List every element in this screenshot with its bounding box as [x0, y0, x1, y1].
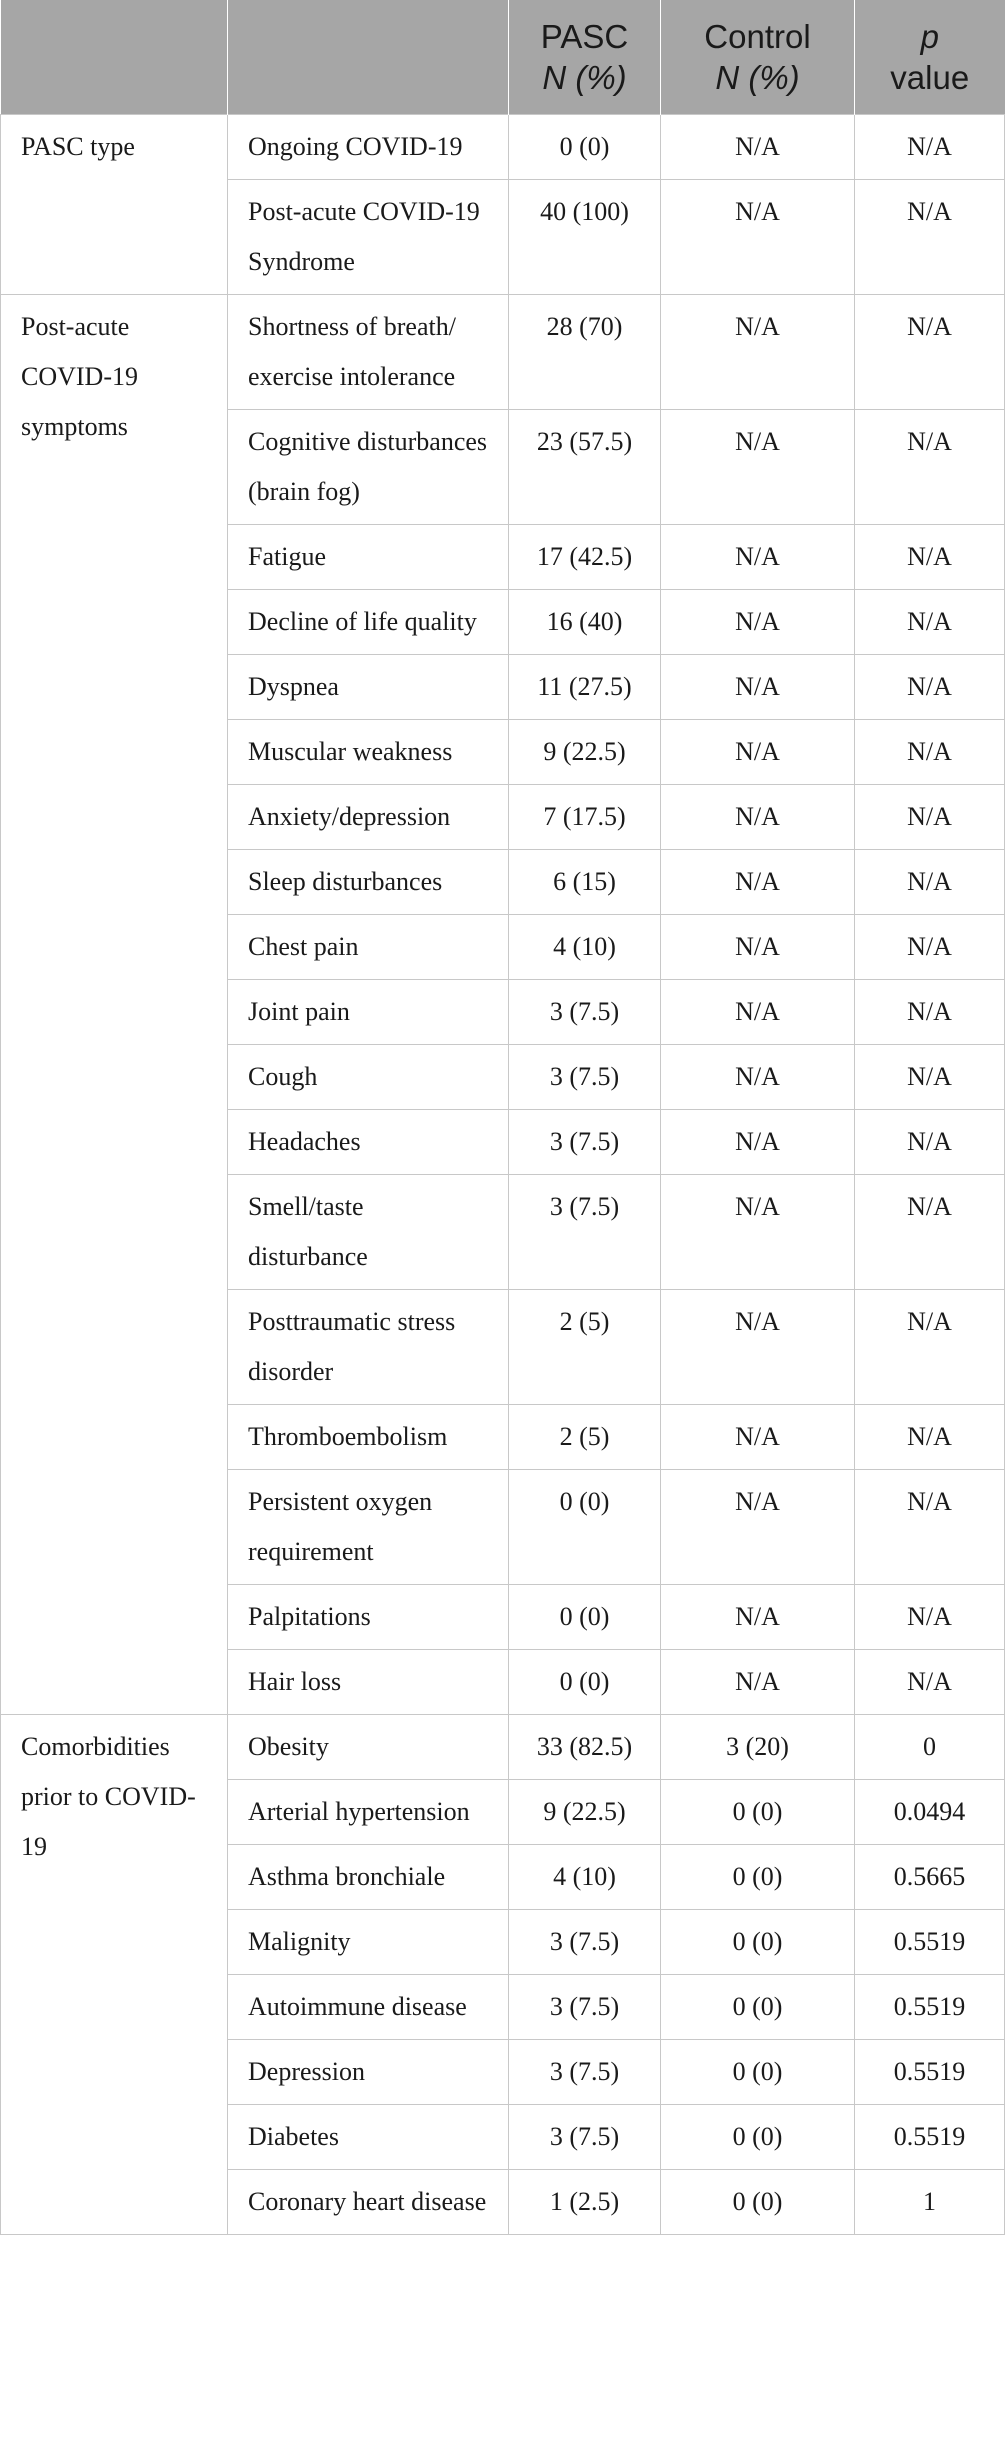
p-value-cell: 0.5519	[855, 2104, 1005, 2169]
category-cell: PASC type	[1, 114, 228, 294]
control-value-cell: N/A	[661, 1289, 855, 1404]
control-value-cell: 0 (0)	[661, 1844, 855, 1909]
control-value-cell: N/A	[661, 409, 855, 524]
header-p-value	[855, 0, 1005, 114]
header-p-sub: value	[890, 58, 970, 96]
item-cell: Asthma bronchiale	[228, 1844, 509, 1909]
p-value-cell: 0	[855, 1714, 1005, 1779]
item-cell: Smell/taste disturbance	[228, 1174, 509, 1289]
p-value-cell: N/A	[855, 849, 1005, 914]
control-value-cell: N/A	[661, 719, 855, 784]
item-cell: Muscular weakness	[228, 719, 509, 784]
p-value-cell: N/A	[855, 524, 1005, 589]
pasc-value-cell: 17 (42.5)	[509, 524, 661, 589]
table-header	[1, 0, 1005, 114]
p-value-cell: N/A	[855, 1469, 1005, 1584]
control-value-cell: N/A	[661, 914, 855, 979]
item-cell: Dyspnea	[228, 654, 509, 719]
pasc-value-cell: 0 (0)	[509, 1649, 661, 1714]
control-value-cell: 0 (0)	[661, 1909, 855, 1974]
p-value-cell: N/A	[855, 719, 1005, 784]
p-value-cell: N/A	[855, 1584, 1005, 1649]
control-value-cell: N/A	[661, 1044, 855, 1109]
control-value-cell: N/A	[661, 1469, 855, 1584]
header-p-label: p	[920, 17, 939, 55]
control-value-cell: N/A	[661, 1649, 855, 1714]
item-cell: Cognitive disturbances (brain fog)	[228, 409, 509, 524]
pasc-value-cell: 2 (5)	[509, 1289, 661, 1404]
p-value-cell: 0.5519	[855, 1909, 1005, 1974]
item-cell: Sleep disturbances	[228, 849, 509, 914]
p-value-cell: N/A	[855, 1404, 1005, 1469]
control-value-cell: N/A	[661, 1109, 855, 1174]
item-cell: Shortness of breath/ exercise intolerance	[228, 294, 509, 409]
control-value-cell: 0 (0)	[661, 2104, 855, 2169]
item-cell: Posttraumatic stress disorder	[228, 1289, 509, 1404]
table-row	[1, 114, 1005, 179]
item-cell: Chest pain	[228, 914, 509, 979]
item-cell: Depression	[228, 2039, 509, 2104]
control-value-cell: N/A	[661, 294, 855, 409]
pasc-value-cell: 4 (10)	[509, 1844, 661, 1909]
control-value-cell: 3 (20)	[661, 1714, 855, 1779]
control-value-cell: N/A	[661, 1584, 855, 1649]
p-value-cell: N/A	[855, 1044, 1005, 1109]
item-cell: Thromboembolism	[228, 1404, 509, 1469]
item-cell: Post-acute COVID-19 Syndrome	[228, 179, 509, 294]
pasc-value-cell: 4 (10)	[509, 914, 661, 979]
control-value-cell: N/A	[661, 179, 855, 294]
pasc-value-cell: 0 (0)	[509, 1584, 661, 1649]
p-value-cell: N/A	[855, 1649, 1005, 1714]
header-row	[1, 0, 1005, 114]
item-cell: Hair loss	[228, 1649, 509, 1714]
item-cell: Diabetes	[228, 2104, 509, 2169]
p-value-cell: 0.5519	[855, 1974, 1005, 2039]
header-blank-item	[228, 0, 509, 114]
control-value-cell: N/A	[661, 849, 855, 914]
item-cell: Malignity	[228, 1909, 509, 1974]
p-value-cell: N/A	[855, 654, 1005, 719]
pasc-value-cell: 3 (7.5)	[509, 1109, 661, 1174]
category-cell: Post-acute COVID-19 symptoms	[1, 294, 228, 1714]
item-cell: Coronary heart disease	[228, 2169, 509, 2234]
pasc-value-cell: 3 (7.5)	[509, 2039, 661, 2104]
pasc-value-cell: 3 (7.5)	[509, 1909, 661, 1974]
p-value-cell: N/A	[855, 409, 1005, 524]
item-cell: Ongoing COVID-19	[228, 114, 509, 179]
p-value-cell: N/A	[855, 1109, 1005, 1174]
item-cell: Headaches	[228, 1109, 509, 1174]
pasc-value-cell: 3 (7.5)	[509, 1974, 661, 2039]
item-cell: Fatigue	[228, 524, 509, 589]
pasc-value-cell: 40 (100)	[509, 179, 661, 294]
category-cell: Comorbidities prior to COVID-19	[1, 1714, 228, 2234]
header-control-sub: N (%)	[715, 58, 800, 96]
pasc-value-cell: 33 (82.5)	[509, 1714, 661, 1779]
table-row	[1, 1714, 1005, 1779]
table-body	[1, 114, 1005, 2234]
pasc-value-cell: 9 (22.5)	[509, 1779, 661, 1844]
item-cell: Decline of life quality	[228, 589, 509, 654]
pasc-value-cell: 23 (57.5)	[509, 409, 661, 524]
header-blank-category	[1, 0, 228, 114]
pasc-value-cell: 9 (22.5)	[509, 719, 661, 784]
pasc-value-cell: 0 (0)	[509, 114, 661, 179]
header-pasc-sub: N (%)	[542, 58, 627, 96]
item-cell: Obesity	[228, 1714, 509, 1779]
p-value-cell: N/A	[855, 589, 1005, 654]
pasc-value-cell: 0 (0)	[509, 1469, 661, 1584]
control-value-cell: N/A	[661, 114, 855, 179]
pasc-value-cell: 3 (7.5)	[509, 1174, 661, 1289]
p-value-cell: 0.5519	[855, 2039, 1005, 2104]
item-cell: Persistent oxygen requirement	[228, 1469, 509, 1584]
table-row	[1, 294, 1005, 409]
item-cell: Cough	[228, 1044, 509, 1109]
pasc-value-cell: 7 (17.5)	[509, 784, 661, 849]
header-pasc-label: PASC	[540, 17, 629, 55]
control-value-cell: N/A	[661, 979, 855, 1044]
control-value-cell: 0 (0)	[661, 1779, 855, 1844]
pasc-value-cell: 3 (7.5)	[509, 979, 661, 1044]
header-control-label: Control	[704, 17, 811, 55]
header-pasc	[509, 0, 661, 114]
header-control	[661, 0, 855, 114]
item-cell: Arterial hypertension	[228, 1779, 509, 1844]
p-value-cell: N/A	[855, 179, 1005, 294]
p-value-cell: N/A	[855, 979, 1005, 1044]
pasc-value-cell: 3 (7.5)	[509, 2104, 661, 2169]
item-cell: Anxiety/depression	[228, 784, 509, 849]
p-value-cell: 0.0494	[855, 1779, 1005, 1844]
pasc-value-cell: 16 (40)	[509, 589, 661, 654]
control-value-cell: N/A	[661, 784, 855, 849]
p-value-cell: N/A	[855, 914, 1005, 979]
p-value-cell: 0.5665	[855, 1844, 1005, 1909]
control-value-cell: N/A	[661, 1174, 855, 1289]
item-cell: Palpitations	[228, 1584, 509, 1649]
p-value-cell: N/A	[855, 1174, 1005, 1289]
item-cell: Autoimmune disease	[228, 1974, 509, 2039]
pasc-value-cell: 28 (70)	[509, 294, 661, 409]
item-cell: Joint pain	[228, 979, 509, 1044]
control-value-cell: 0 (0)	[661, 2039, 855, 2104]
pasc-value-cell: 11 (27.5)	[509, 654, 661, 719]
control-value-cell: N/A	[661, 589, 855, 654]
control-value-cell: N/A	[661, 654, 855, 719]
pasc-value-cell: 3 (7.5)	[509, 1044, 661, 1109]
p-value-cell: N/A	[855, 114, 1005, 179]
control-value-cell: 0 (0)	[661, 2169, 855, 2234]
control-value-cell: N/A	[661, 1404, 855, 1469]
pasc-value-cell: 6 (15)	[509, 849, 661, 914]
pasc-value-cell: 1 (2.5)	[509, 2169, 661, 2234]
p-value-cell: N/A	[855, 1289, 1005, 1404]
control-value-cell: N/A	[661, 524, 855, 589]
p-value-cell: 1	[855, 2169, 1005, 2234]
p-value-cell: N/A	[855, 784, 1005, 849]
control-value-cell: 0 (0)	[661, 1974, 855, 2039]
pasc-value-cell: 2 (5)	[509, 1404, 661, 1469]
p-value-cell: N/A	[855, 294, 1005, 409]
